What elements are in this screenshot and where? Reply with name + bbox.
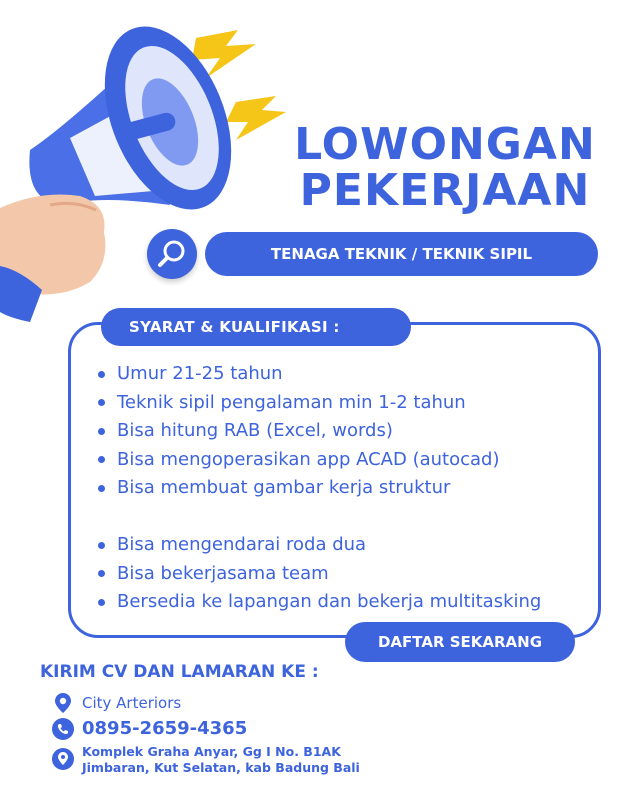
requirement-text: Bisa mengendarai roda dua bbox=[117, 534, 367, 555]
list-item bbox=[98, 360, 499, 389]
requirements-list bbox=[98, 360, 499, 503]
requirement-text: Umur 21-25 tahun bbox=[117, 363, 283, 384]
bullet-icon bbox=[98, 371, 105, 378]
requirement-text: Bisa hitung RAB (Excel, words) bbox=[117, 420, 393, 441]
list-item bbox=[98, 389, 499, 418]
requirement-text: Teknik sipil pengalaman min 1-2 tahun bbox=[117, 391, 466, 413]
requirement-text: Bisa membuat gambar kerja struktur bbox=[117, 477, 451, 498]
bullet-icon bbox=[98, 428, 105, 435]
map-marker-icon bbox=[52, 748, 74, 770]
page-title-line2: PEKERJAAN bbox=[299, 165, 591, 216]
search-icon bbox=[147, 229, 197, 279]
requirement-text: Bisa mengoperasikan app ACAD (autocad) bbox=[117, 448, 500, 470]
list-item bbox=[98, 531, 541, 560]
search-badge bbox=[147, 229, 197, 279]
phone-icon bbox=[52, 718, 74, 740]
bullet-icon bbox=[98, 599, 105, 606]
address bbox=[82, 744, 360, 776]
requirements-list bbox=[98, 531, 541, 617]
list-item bbox=[98, 417, 499, 446]
bullet-icon bbox=[98, 456, 105, 463]
contact-heading: KIRIM CV DAN LAMARAN KE : bbox=[40, 662, 319, 682]
apply-now-button[interactable]: DAFTAR SEKARANG bbox=[345, 622, 575, 662]
page-title-line1: LOWONGAN bbox=[294, 119, 596, 170]
requirements-heading: SYARAT & KUALIFIKASI : bbox=[101, 308, 411, 346]
megaphone-illustration bbox=[0, 0, 290, 330]
requirement-text: Bersedia ke lapangan dan bekerja multitasking bbox=[117, 591, 542, 612]
requirement-text: Bisa bekerjasama team bbox=[117, 562, 329, 584]
list-item bbox=[98, 560, 541, 589]
job-position-label: TENAGA TEKNIK / TEKNIK SIPIL bbox=[205, 232, 598, 276]
bullet-icon bbox=[98, 399, 105, 406]
lightning-bolt-icon bbox=[226, 96, 286, 140]
bullet-icon bbox=[98, 570, 105, 577]
list-item bbox=[98, 446, 499, 475]
address-line2: Jimbaran, Kut Selatan, kab Badung Bali bbox=[82, 760, 360, 775]
phone-number[interactable]: 0895-2659-4365 bbox=[82, 718, 248, 739]
list-item bbox=[98, 588, 541, 617]
company-name: City Arteriors bbox=[82, 694, 182, 712]
bullet-icon bbox=[98, 485, 105, 492]
location-pin-icon bbox=[52, 692, 74, 714]
list-item bbox=[98, 474, 499, 503]
address-line1: Komplek Graha Anyar, Gg I No. B1AK bbox=[82, 744, 341, 759]
bullet-icon bbox=[98, 542, 105, 549]
